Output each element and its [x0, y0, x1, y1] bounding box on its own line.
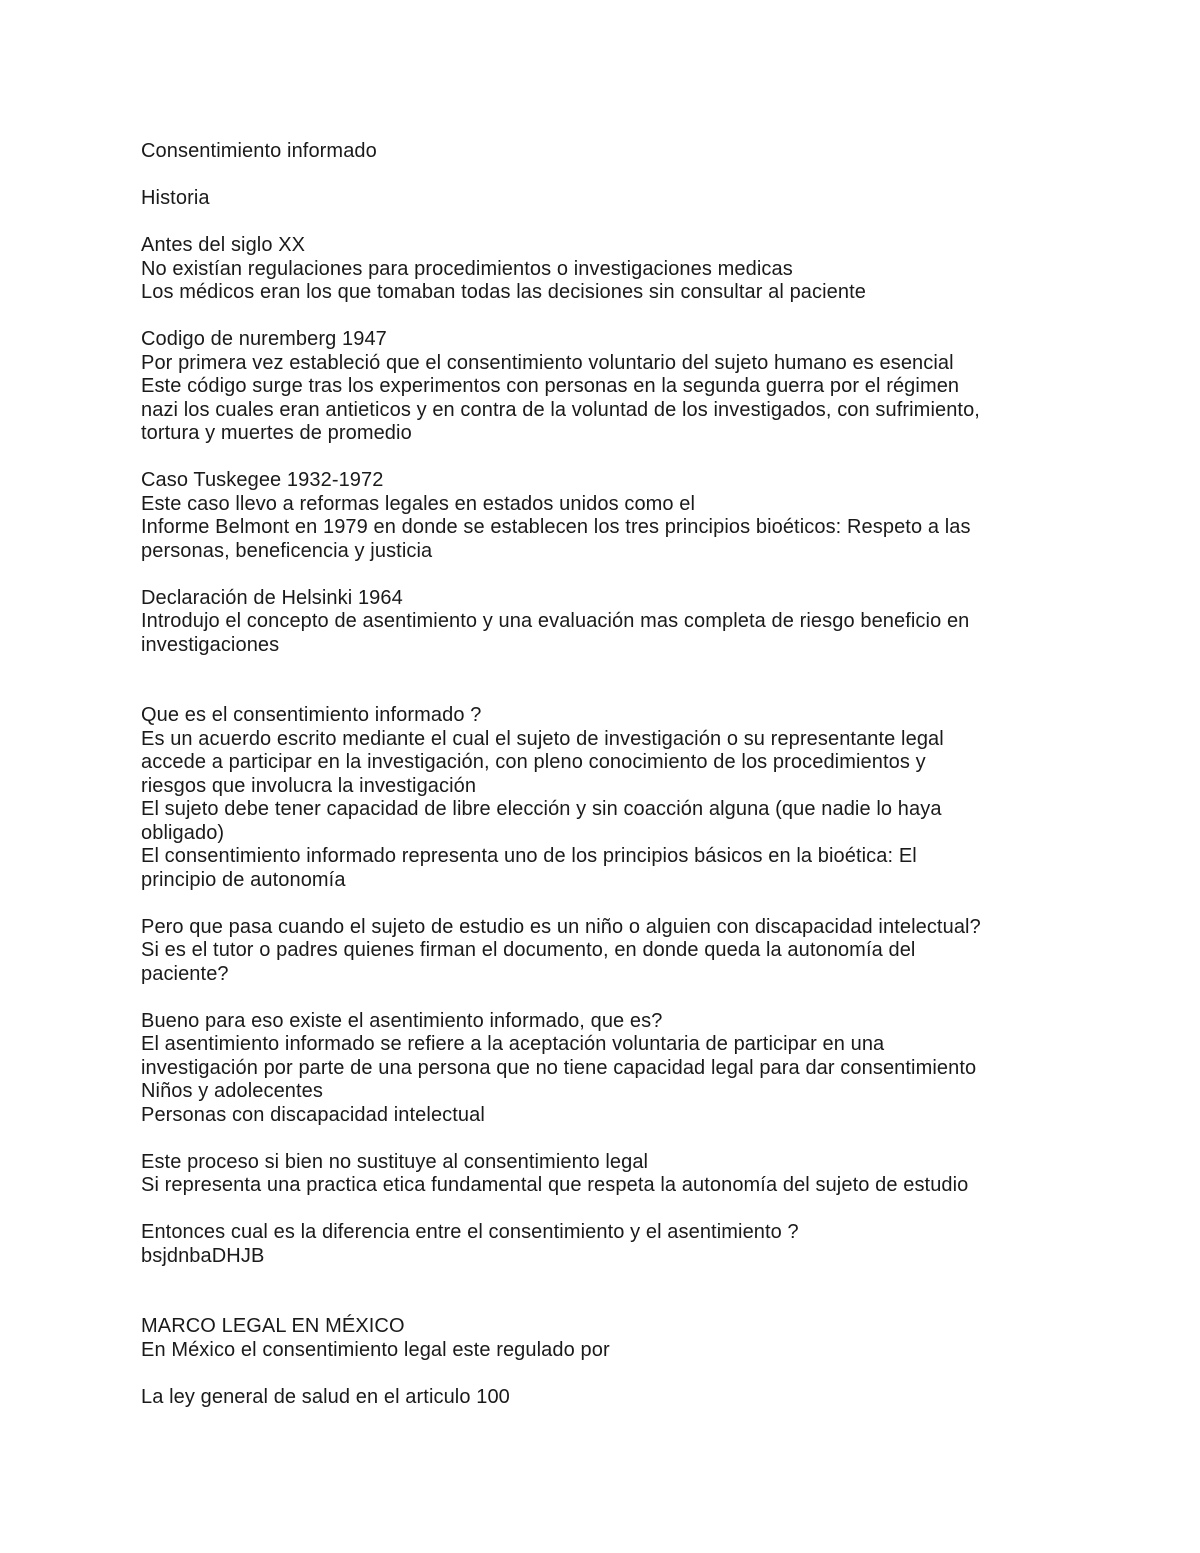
paragraph-line: El asentimiento informado se refiere a la aceptación voluntaria de participar en una — [141, 1033, 885, 1055]
paragraph-line: El sujeto debe tener capacidad de libre elección y sin coacción alguna (que nadie lo haya — [141, 798, 942, 820]
heading-tuskegee: Caso Tuskegee 1932-1972 — [141, 469, 384, 491]
paragraph-line: Entonces cual es la diferencia entre el consentimiento y el asentimiento ? — [141, 1221, 799, 1243]
paragraph-line: Pero que pasa cuando el sujeto de estudio es un niño o alguien con discapacidad intelectual? — [141, 915, 981, 938]
paragraph-line: Este proceso si bien no sustituye al consentimiento legal — [141, 1150, 649, 1173]
heading-que-es: Que es el consentimiento informado ? — [141, 704, 482, 726]
heading-antes-siglo-xx: Antes del siglo XX — [141, 234, 306, 256]
heading-helsinki: Declaración de Helsinki 1964 — [141, 586, 403, 609]
paragraph-line: paciente? — [141, 962, 229, 985]
paragraph-line: No existían regulaciones para procedimientos o investigaciones medicas — [141, 257, 793, 280]
paragraph-line: En México el consentimiento legal este regulado por — [141, 1338, 610, 1361]
paragraph-line: Si representa una practica etica fundamental que respeta la autonomía del sujeto de estudio — [141, 1174, 969, 1196]
paragraph-line: nazi los cuales eran antieticos y en contra de la voluntad de los investigados, con sufrimiento, — [141, 398, 980, 421]
paragraph-line: principio de autonomía — [141, 868, 346, 891]
paragraph-line: Por primera vez estableció que el consentimiento voluntario del sujeto humano es esencial — [141, 351, 954, 374]
paragraph-line: investigación por parte de una persona que no tiene capacidad legal para dar consentimiento — [141, 1056, 977, 1079]
paragraph-line: accede a participar en la investigación, con pleno conocimiento de los procedimientos y — [141, 751, 926, 773]
paragraph-line: obligado) — [141, 821, 225, 844]
paragraph-line: investigaciones — [141, 633, 280, 656]
paragraph-line: El consentimiento informado representa uno de los principios básicos en la bioética: El — [141, 845, 917, 867]
paragraph-line: Niños y adolecentes — [141, 1080, 324, 1102]
paragraph-line: Es un acuerdo escrito mediante el cual el sujeto de investigación o su representante legal — [141, 727, 944, 750]
section-heading-historia: Historia — [141, 187, 210, 209]
heading-nuremberg: Codigo de nuremberg 1947 — [141, 328, 387, 350]
paragraph-line: personas, beneficencia y justicia — [141, 539, 433, 562]
paragraph-line: tortura y muertes de promedio — [141, 422, 412, 444]
paragraph-line: Este código surge tras los experimentos con personas en la segunda guerra por el régimen — [141, 375, 960, 397]
heading-marco-legal: MARCO LEGAL EN MÉXICO — [141, 1315, 405, 1337]
paragraph-line: Personas con discapacidad intelectual — [141, 1103, 485, 1126]
paragraph-line: Informe Belmont en 1979 en donde se establecen los tres principios bioéticos: Respeto a las — [141, 516, 971, 538]
paragraph-line: Si es el tutor o padres quienes firman el documento, en donde queda la autonomía del — [141, 939, 916, 961]
paragraph-line: bsjdnbaDHJB — [141, 1244, 265, 1267]
paragraph-line: Bueno para eso existe el asentimiento informado, que es? — [141, 1009, 663, 1032]
document-body — [141, 140, 1061, 1409]
paragraph-line: Este caso llevo a reformas legales en estados unidos como el — [141, 492, 696, 515]
paragraph-line: riesgos que involucra la investigación — [141, 774, 477, 797]
paragraph-line: Introdujo el concepto de asentimiento y una evaluación mas completa de riesgo beneficio en — [141, 610, 970, 632]
paragraph-line: La ley general de salud en el articulo 100 — [141, 1385, 510, 1408]
document-title: Consentimiento informado — [141, 140, 377, 162]
paragraph-line: Los médicos eran los que tomaban todas las decisiones sin consultar al paciente — [141, 281, 866, 303]
